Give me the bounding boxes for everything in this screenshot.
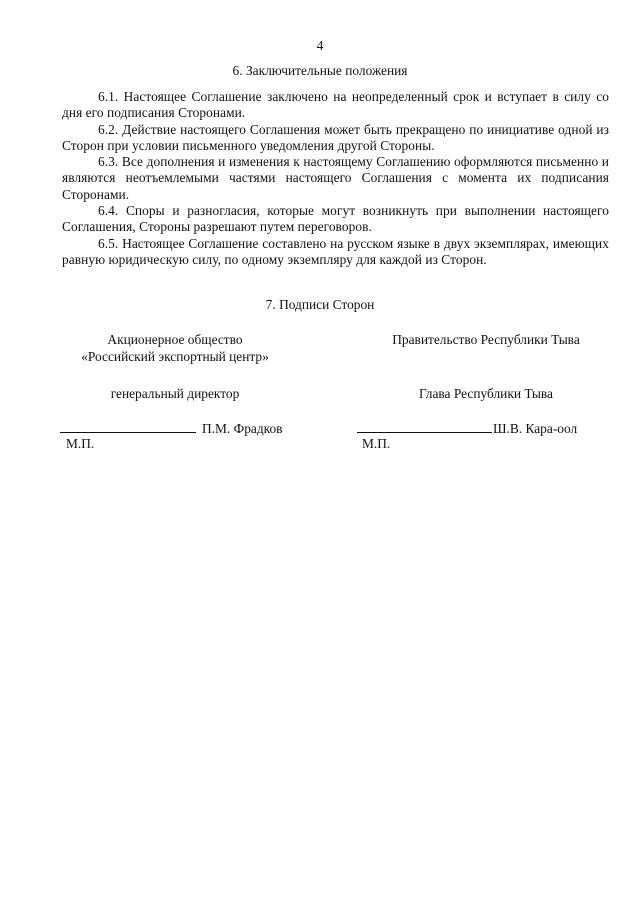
right-signature-line [357,418,492,433]
left-stamp-place: М.П. [66,436,95,451]
right-signatory-position: Глава Республики Тыва [419,386,553,401]
paragraph-6-3: 6.3. Все дополнения и изменения к настоящему Соглашению оформляются письменно и являются неотъемлемыми частями настоящего Соглашения с момента их подписания Сторонами. [62,154,609,202]
right-party-name-line1: Правительство Республики Тыва [392,332,580,347]
left-party-name [60,331,290,365]
paragraph-6-5: 6.5. Настоящее Соглашение составлено на русском языке в двух экземплярах, имеющих равную юридическую силу, по одному экземпляру для каждой из Сторон. [62,235,609,267]
section-6-body [62,89,609,268]
left-signatory-position: генеральный директор [110,386,240,401]
left-party-name-line1: Акционерное общество [107,332,243,347]
section-7-title: 7. Подписи Сторон [265,297,375,312]
paragraph-6-4: 6.4. Споры и разногласия, которые могут возникнуть при выполнении настоящего Соглашения, Стороны разрешают путем переговоров. [62,203,609,235]
page-number: 4 [316,38,324,53]
left-signatory-name: П.М. Фрадков [202,421,283,436]
left-signature-line [60,418,196,433]
left-party-name-line2: «Российский экспортный центр» [81,349,269,364]
right-signatory-name: Ш.В. Кара-оол [493,421,578,436]
right-party-name [348,331,624,348]
paragraph-6-1: 6.1. Настоящее Соглашение заключено на неопределенный срок и вступает в силу со дня его подписания Сторонами. [62,89,609,121]
paragraph-6-2: 6.2. Действие настоящего Соглашения может быть прекращено по инициативе одной из Сторон при условии письменного уведомления другой Стороны. [62,121,609,153]
right-stamp-place: М.П. [362,436,391,451]
section-6-title: 6. Заключительные положения [232,63,408,78]
